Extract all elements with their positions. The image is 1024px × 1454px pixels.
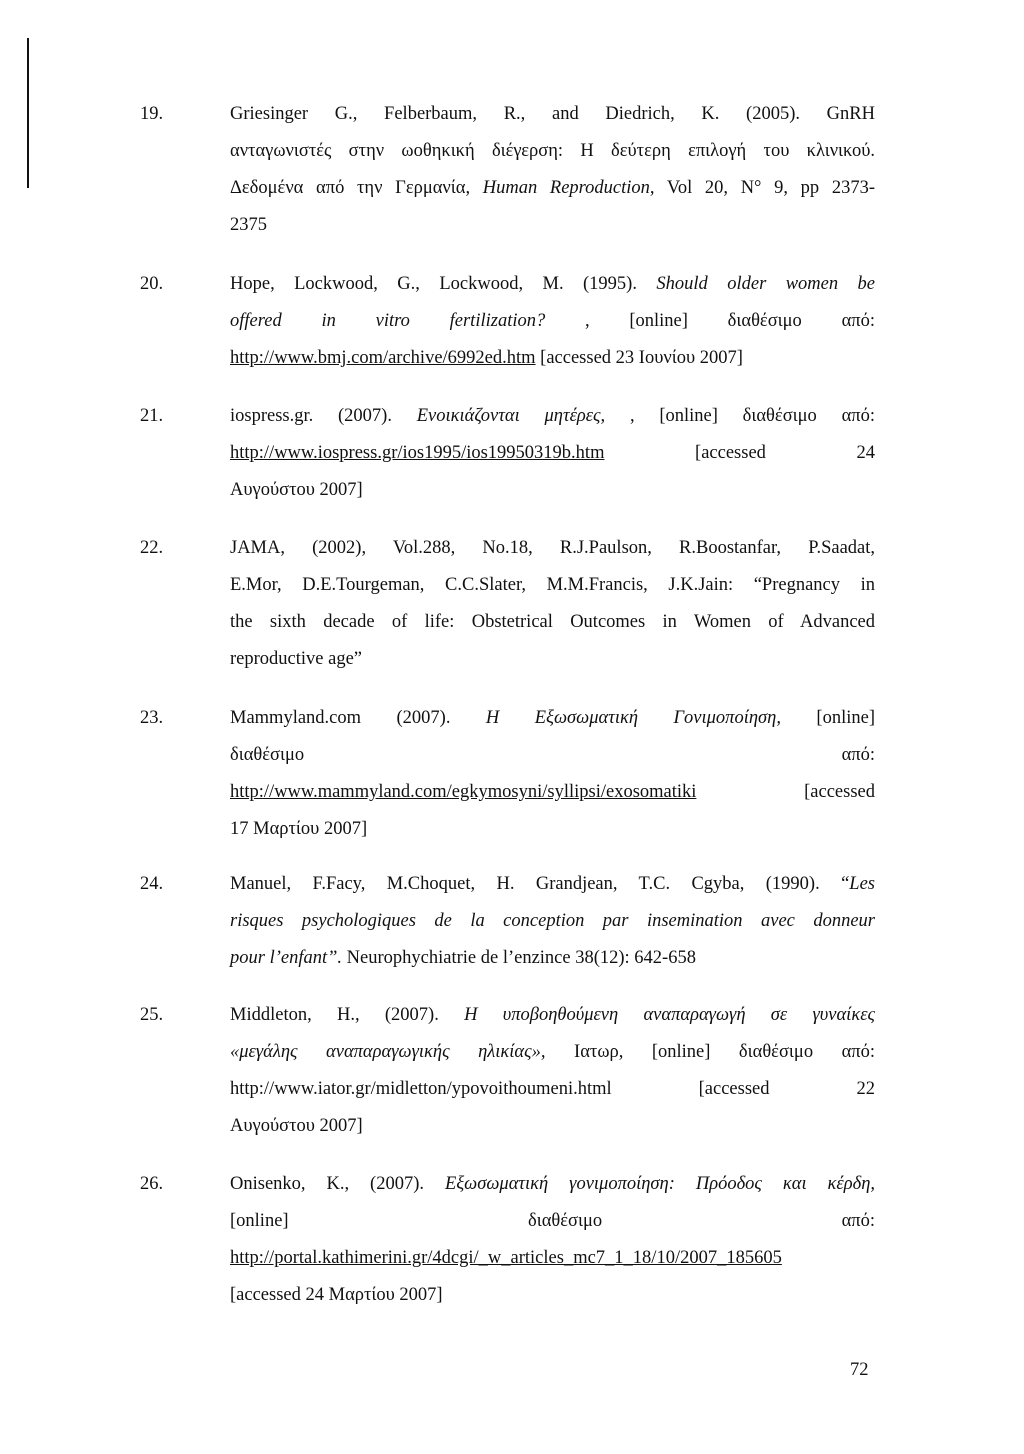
reference-number: 19.	[140, 104, 164, 124]
reference-line: Griesinger G., Felberbaum, R., and Diedrich, K. (2005). GnRH	[230, 104, 875, 124]
margin-rule	[27, 38, 29, 188]
reference-line: Αυγούστου 2007]	[230, 480, 363, 500]
reference-line: 17 Μαρτίου 2007]	[230, 819, 368, 839]
reference-line	[230, 1240, 875, 1277]
reference-link[interactable]: http://www.mammyland.com/egkymosyni/syllipsi/exosomatiki	[230, 782, 697, 802]
reference-line: the sixth decade of life: Obstetrical Outcomes in Women of Advanced	[230, 612, 875, 632]
reference-line: Δεδομένα από την Γερμανία, Human Reproduction, Vol 20, N° 9, pp 2373-	[230, 178, 875, 198]
reference-line: Onisenko, K., (2007). Εξωσωματική γονιμοποίηση: Πρόοδος και κέρδη,	[230, 1174, 876, 1194]
reference-line: διαθέσιμο από:	[230, 745, 875, 765]
reference-line: Αυγούστου 2007]	[230, 1116, 363, 1136]
reference-line: reproductive age”	[230, 649, 362, 669]
reference-line: risques psychologiques de la conception par insemination avec donneur	[230, 911, 875, 931]
reference-line: [online] διαθέσιμο από:	[230, 1211, 875, 1231]
reference-line	[230, 1071, 875, 1108]
reference-number: 23.	[140, 708, 164, 728]
reference-line: pour l’enfant”. Neurophychiatrie de l’enzince 38(12): 642-658	[230, 948, 696, 968]
reference-line: JAMA, (2002), Vol.288, No.18, R.J.Paulson, R.Boostanfar, P.Saadat,	[230, 538, 875, 558]
reference-line: 2375	[230, 215, 267, 235]
reference-line: Hope, Lockwood, G., Lockwood, M. (1995). Should older women be	[230, 274, 876, 294]
reference-number: 22.	[140, 538, 164, 558]
reference-line: ανταγωνιστές στην ωοθηκική διέγερση: Η δεύτερη επιλογή του κλινικού.	[230, 141, 875, 161]
reference-line: http://www.iospress.gr/ios1995/ios19950319b.htm [accessed 24	[230, 443, 875, 463]
reference-link[interactable]: http://www.bmj.com/archive/6992ed.htm	[230, 348, 536, 368]
reference-line: [accessed 24 Μαρτίου 2007]	[230, 1285, 443, 1305]
page-number: 72	[850, 1360, 869, 1380]
reference-line: Middleton, H., (2007). Η υποβοηθούμενη αναπαραγωγή σε γυναίκες	[230, 1005, 875, 1025]
reference-line: Mammyland.com (2007). Η Εξωσωματική Γονιμοποίηση, [online]	[230, 708, 875, 728]
reference-line: http://www.bmj.com/archive/6992ed.htm [accessed 23 Ιουνίου 2007]	[230, 348, 743, 368]
reference-number: 24.	[140, 874, 164, 894]
reference-line: Manuel, F.Facy, M.Choquet, H. Grandjean, T.C. Cgyba, (1990). “Les	[230, 874, 875, 894]
reference-number: 25.	[140, 1005, 164, 1025]
reference-line: offered in vitro fertilization? , [online] διαθέσιμο από:	[230, 311, 875, 331]
reference-link[interactable]: http://www.iospress.gr/ios1995/ios19950319b.htm	[230, 443, 605, 463]
reference-number: 26.	[140, 1174, 164, 1194]
reference-line: E.Mor, D.E.Tourgeman, C.C.Slater, M.M.Francis, J.K.Jain: “Pregnancy in	[230, 575, 875, 595]
reference-number: 20.	[140, 274, 164, 294]
reference-line: iospress.gr. (2007). Ενοικιάζονται μητέρες, , [online] διαθέσιμο από:	[230, 406, 875, 426]
reference-line: http://www.mammyland.com/egkymosyni/syllipsi/exosomatiki [accessed	[230, 782, 875, 802]
reference-number: 21.	[140, 406, 164, 426]
reference-line: «μεγάλης αναπαραγωγικής ηλικίας», Ιατωρ, [online] διαθέσιμο από:	[230, 1042, 875, 1062]
reference-link[interactable]: http://www.iator.gr/midletton/ypovoithoumeni.html [accessed 22	[230, 1079, 875, 1099]
reference-link[interactable]: http://portal.kathimerini.gr/4dcgi/_w_articles_mc7_1_18/10/2007_185605	[230, 1248, 782, 1268]
